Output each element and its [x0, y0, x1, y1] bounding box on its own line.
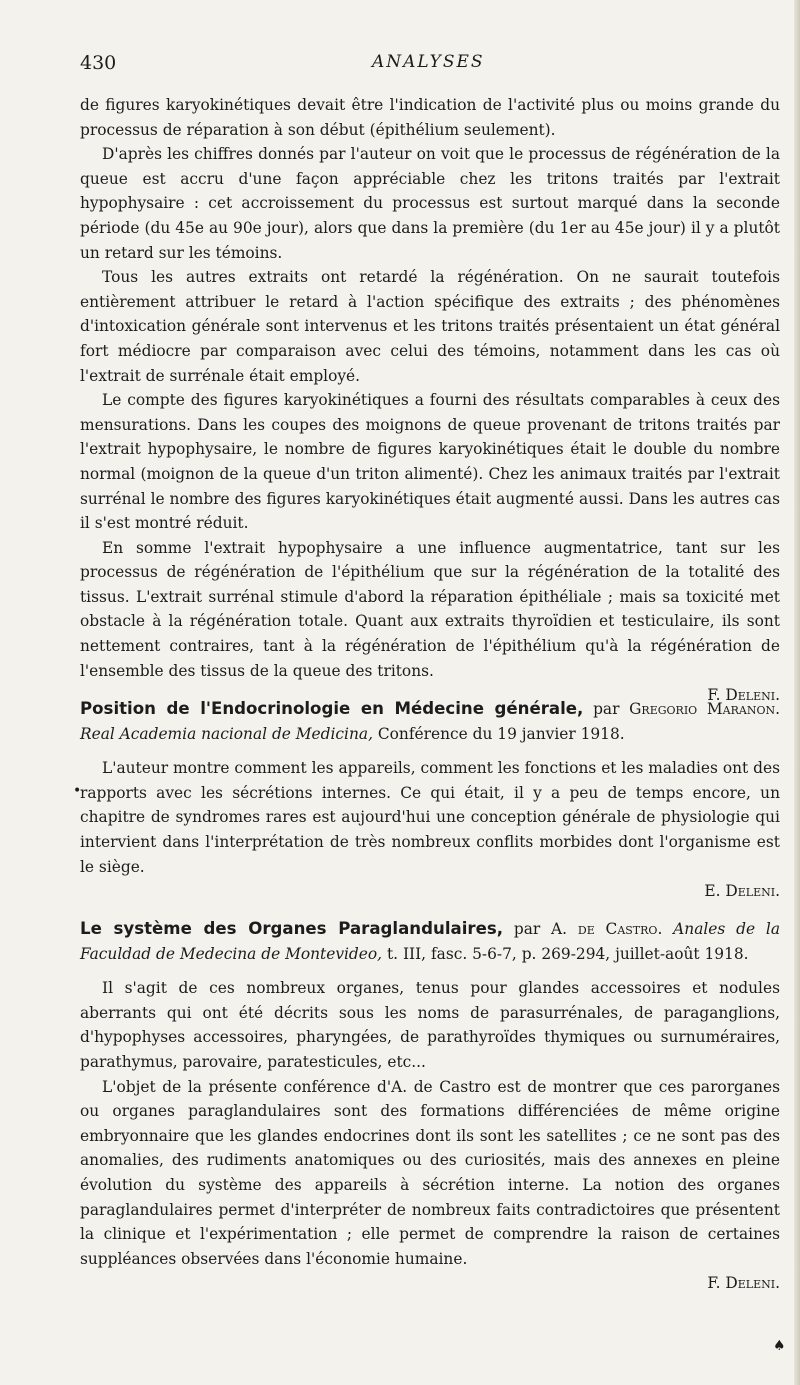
article-heading: [80, 917, 780, 966]
signature: E. Deleni.: [704, 882, 780, 901]
article-title: Le système des Organes Paraglandulaires,: [80, 919, 504, 938]
paragraph: Le compte des figures karyokinétiques a fourni des résultats comparables à ceux des mensurations. Dans les coupes des moignons de queue provenant de tritons traités par l'extrait hypophysaire, le nombre de figures karyokinétiques était le double du nombre normal (moignon de la queue d'un triton alimenté). Chez les animaux traités par l'extrait surrénal le nombre des figures karyokinétiques était augmenté aussi. Dans les autres cas il s'est montré réduit.: [80, 391, 780, 533]
details: t. III, fasc. 5-6-7, p. 269-294, juillet-août 1918.: [386, 944, 749, 963]
date: Conférence du 19 janvier 1918.: [377, 724, 625, 743]
paragraph: D'après les chiffres donnés par l'auteur on voit que le processus de régénération de la queue est accru d'une façon appréciable chez les tritons traités par l'extrait hypophysaire : cet accroissement du processus est surtout marqué dans la seconde période (du 45e au 90e jour), alors que dans la première (du 1er au 45e jour) il y a plutôt un retard sur les témoins.: [80, 145, 780, 262]
paragraph: En somme l'extrait hypophysaire a une influence augmentatrice, tant sur les processus de régénération de l'épithélium que sur la régénération de la totalité des tissus. L'extrait surrénal stimule d'abord la réparation épithéliale ; mais sa toxicité met obstacle à la régénération totale. Quant aux extraits thyroïdien et testiculaire, ils sont nettement contraires, tant à la régénération de l'épithélium qu'à la régénération de l'ensemble des tissus de la queue des tritons.: [80, 538, 780, 680]
paragraph: L'auteur montre comment les appareils, comment les fonctions et les maladies ont des rapports avec les sécrétions internes. Ce qui était, il y a peu de temps encore, un chapitre de syndromes rares est aujourd'hui une conception générale de physiologie qui intervient dans l'interprétation de très nombreux conflits morbides dont l'organisme est le siège.: [80, 759, 780, 876]
ink-mark: ♠: [773, 1338, 786, 1354]
article-heading: [80, 697, 780, 746]
ink-dot: •: [73, 783, 82, 799]
author: de Castro.: [577, 920, 663, 938]
running-head: ANALYSES: [372, 52, 485, 72]
source: Real Academia nacional de Medicina,: [80, 724, 373, 743]
paragraph: de figures karyokinétiques devait être l'indication de l'activité plus ou moins grande du processus de réparation à son début (épithélium seulement).: [80, 96, 780, 139]
article-paraglandulaires: [80, 917, 780, 1296]
article-title: Position de l'Endocrinologie en Médecine générale,: [80, 699, 584, 718]
author: Gregorio Maranon.: [629, 700, 780, 718]
article-continuation: [80, 93, 780, 708]
paragraph: Il s'agit de ces nombreux organes, tenus pour glandes accessoires et nodules aberrants qui ont été décrits sous les noms de parasurrénales, de paraganglions, d'hypophyses accessoires, pharyngées, de parathyroïdes thymiques ou surnuméraires, parathymus, parovaire, paratesticules, etc...: [80, 979, 780, 1071]
signature: F. Deleni.: [707, 1274, 780, 1293]
source: Anales de la Faculdad de Medecina de Montevideo,: [80, 920, 780, 963]
by-text: par: [593, 700, 620, 718]
page-number: 430: [80, 52, 117, 74]
paragraph: Tous les autres extraits ont retardé la régénération. On ne saurait toutefois entièrement attribuer le retard à l'action spécifique des extraits ; des phénomènes d'intoxication générale sont intervenus et les tritons traités présentaient un état général fort médiocre par comparaison avec celui des témoins, notamment dans les cas où l'extrait de surrénale était employé.: [80, 268, 780, 385]
article-endocrinologie: [80, 697, 780, 904]
page-edge-shadow: [794, 0, 800, 1385]
signature: F. Deleni.: [707, 686, 780, 705]
paragraph: L'objet de la présente conférence d'A. de Castro est de montrer que ces parorganes ou organes paraglandulaires sont des formations différenciées de même origine embryonnaire que les glandes endocrines dont ils sont les satellites ; ce ne sont pas des anomalies, des rudiments anatomiques ou des curiosités, mais des annexes en pleine évolution du système des appareils à sécrétion interne. La notion des organes paraglandulaires permet d'interpréter de nombreux faits contradictoires que présentent la clinique et l'expérimentation ; elle permet de comprendre la raison de certaines suppléances observées dans l'économie humaine.: [80, 1077, 780, 1268]
page-header: [80, 52, 780, 78]
by-text: par A.: [513, 920, 568, 938]
